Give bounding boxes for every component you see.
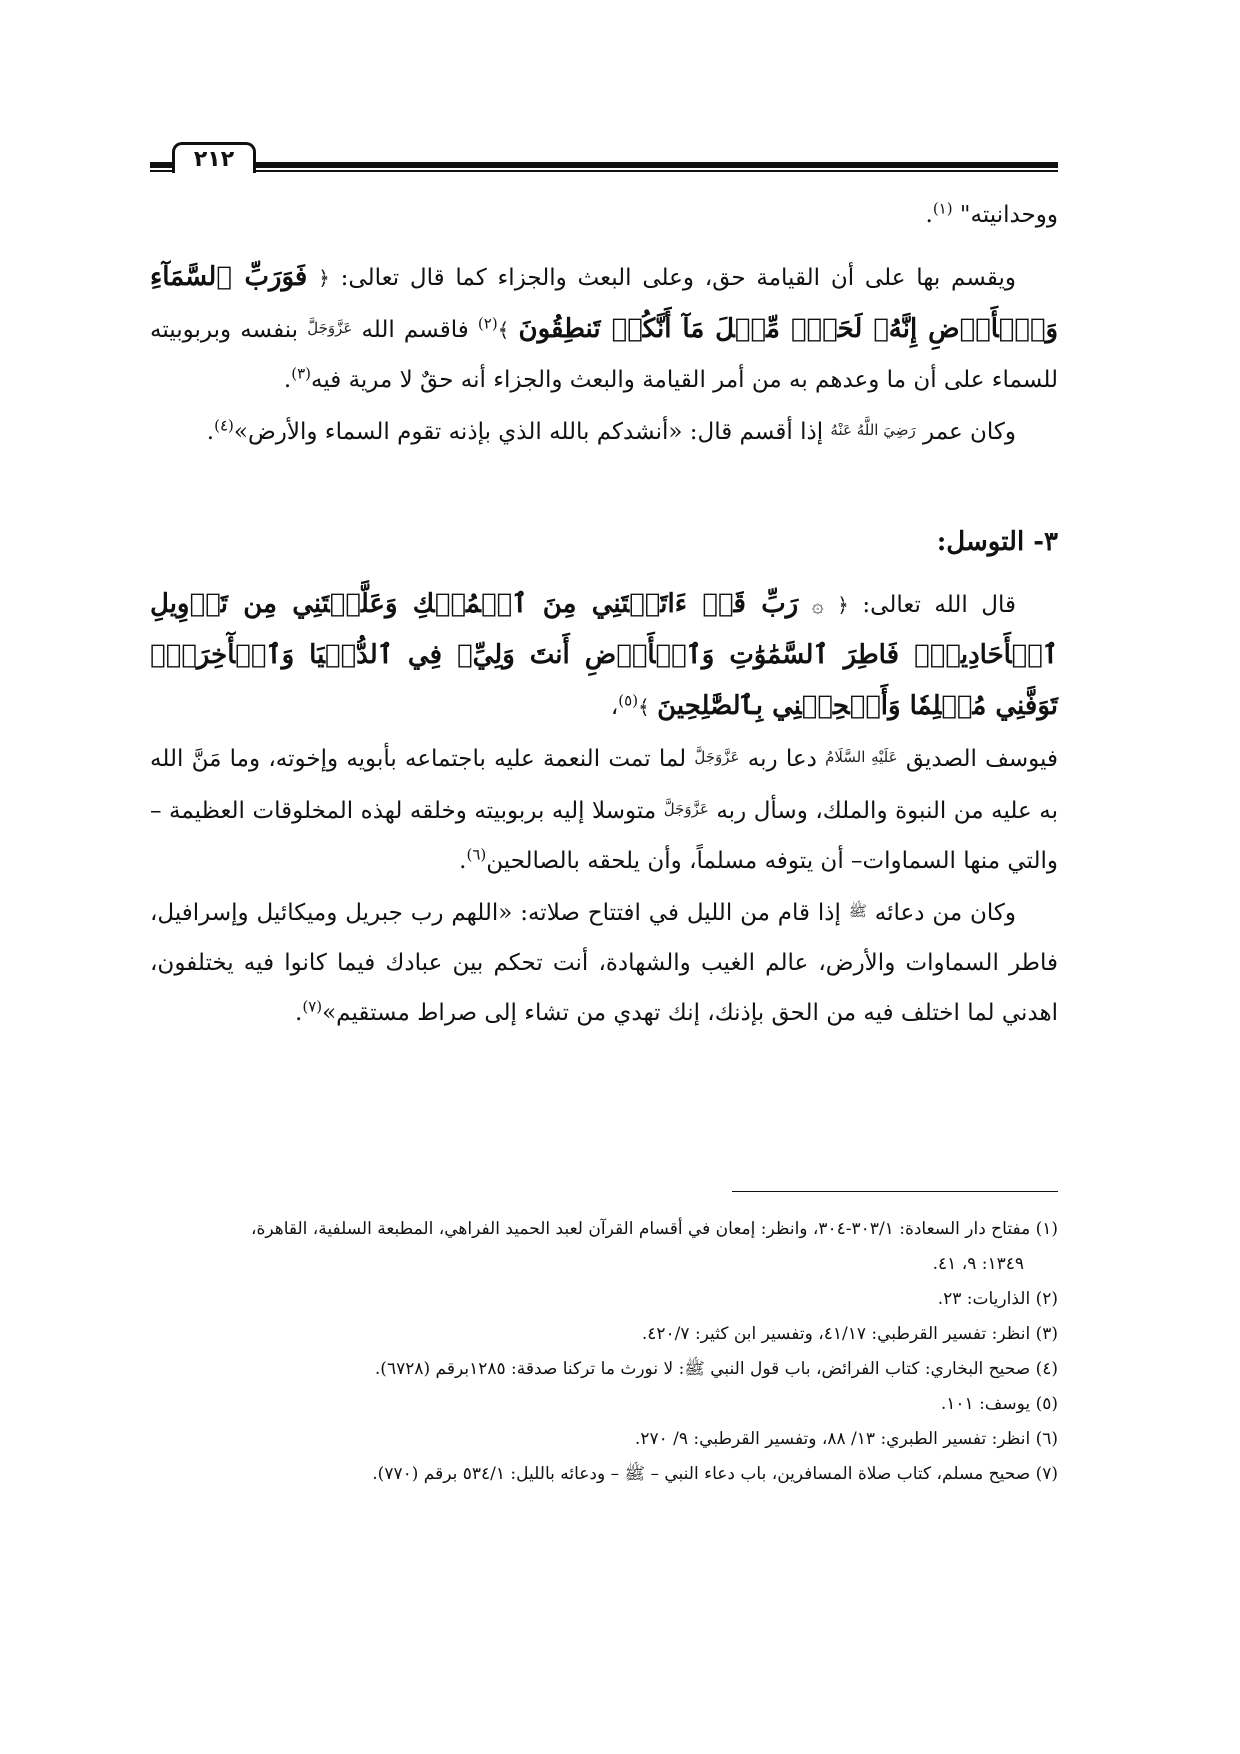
footnote-1-continuation: ١٣٤٩: ٩، ٤١. xyxy=(932,1254,1024,1274)
footnote-7: (٧) صحيح مسلم، كتاب صلاة المسافرين، باب دعاء النبي – ﷺ – ودعائه بالليل: ٥٣٤/١ برقم (٧٧٠). xyxy=(372,1464,1058,1484)
footnote-1: (١) مفتاح دار السعادة: ٣٠٣/١-٣٠٤، وانظر: إمعان في أقسام القرآن لعبد الحميد الفراهي، المطبعة السلفية، القاهرة، xyxy=(250,1219,1058,1239)
footnote-4: (٤) صحيح البخاري: كتاب الفرائض، باب قول النبي ﷺ: لا نورث ما تركنا صدقة: ١٢٨٥برقم (٦٧٢٨). xyxy=(374,1359,1058,1379)
paragraph-6: وكان من دعائه ﷺ إذا قام من الليل في افتتاح صلاته: «اللهم رب جبريل وميكائيل وإسرافيل، فاطر السماوات والأرض، عالم الغيب والشهادة، أنت تحكم بين عبادك فيما كانوا فيه يختلفون، اهدني لما اختلف فيه من الحق بإذنك، إنك تهدي من تشاء إلى صراط مستقيم»$^{(٧)}$. xyxy=(150,900,1058,1026)
footnote-5: (٥) يوسف: ١٠١. xyxy=(940,1394,1058,1414)
quran-verse: فَوَرَبِّ ٱلسَّمَآءِ وَٱلۡأَرۡضِ إِنَّهُۥ لَحَقّٞ مِّثۡلَ مَآ أَنَّكُمۡ تَنطِقُونَ xyxy=(150,262,1059,344)
paragraph-4: قال الله تعالى: ﴿ ۞ رَبِّ قَدۡ ءَاتَيۡتَنِي مِنَ ٱلۡمُلۡكِ وَعَلَّمۡتَنِي مِن تَأۡوِيلِ ٱلۡأَحَادِيثِۚ فَاطِرَ ٱلسَّمَٰوَٰتِ وَٱلۡأَرۡضِ أَنتَ وَلِيِّۦ فِي ٱلدُّنۡيَا وَٱلۡأٓخِرَةِۖ تَوَفَّنِي مُسۡلِمٗا وَأَلۡحِقۡنِي بِٱلصَّٰلِحِينَ ﴾$^{(٥)}$، xyxy=(150,589,1058,721)
footnote-separator xyxy=(732,1191,1058,1192)
quran-bracket-open: ﴿ xyxy=(837,593,849,617)
quran-bracket-close: ﴾ xyxy=(497,318,510,342)
quran-bracket-close: ﴾ xyxy=(638,695,650,719)
header-rule-thin xyxy=(150,170,1058,172)
footnote-ref: (٢) xyxy=(477,314,498,333)
footnote-2: (٢) الذاريات: ٢٣. xyxy=(937,1289,1058,1309)
quran-verse: رَبِّ قَدۡ ءَاتَيۡتَنِي مِنَ ٱلۡمُلۡكِ وَعَلَّمۡتَنِي مِن تَأۡوِيلِ ٱلۡأَحَادِيثِۚ فَاطِرَ ٱلسَّمَٰوَٰتِ وَٱلۡأَرۡضِ أَنتَ وَلِيِّۦ فِي ٱلدُّنۡيَا وَٱلۡأٓخِرَةِۖ تَوَفَّنِي مُسۡلِمٗا وَأَلۡحِقۡنِي بِٱلصَّٰلِحِينَ xyxy=(150,589,1058,721)
honorific: عَزَّوَجَلَّ xyxy=(307,319,353,337)
paragraph-5: فيوسف الصديق عَلَيْهِ السَّلَامُ دعا ربه عَزَّوَجَلَّ لما تمت النعمة عليه باجتماعه بأبويه وإخوته، وما مَنَّ الله به عليه من النبوة والملك، وسأل ربه عَزَّوَجَلَّ متوسلا إليه بربوبيته وخلقه لهذه المخلوقات العظيمة – والتي منها السماوات– أن يتوفه مسلماً، وأن يلحقه بالصالحين$^{(٦)}$. xyxy=(150,746,1059,874)
paragraph-1: ووحدانيته" $^{(١)}$. xyxy=(925,199,1058,228)
page-number: ٢١٢ xyxy=(172,142,256,173)
footnote-ref: (٧) xyxy=(302,997,323,1016)
honorific: عَزَّوَجَلَّ xyxy=(694,748,740,766)
paragraph-2: ويقسم بها على أن القيامة حق، وعلى البعث والجزاء كما قال تعالى: ﴿ فَوَرَبِّ ٱلسَّمَآءِ وَٱلۡأَرۡضِ إِنَّهُۥ لَحَقّٞ مِّثۡلَ مَآ أَنَّكُمۡ تَنطِقُونَ ﴾$^{(٢)}$ فاقسم الله عَزَّوَجَلَّ بنفسه وبربوبيته للسماء على أن ما وعدهم به من أمر القيامة والبعث والجزاء أنه حقٌ لا مرية فيه$^{(٣)}$. xyxy=(150,262,1059,393)
quran-bracket-open: ﴿ xyxy=(318,266,330,290)
honorific: عَزَّوَجَلَّ xyxy=(663,800,709,818)
footnote-ref: (٤) xyxy=(214,416,234,435)
footnote-ref: (٣) xyxy=(291,364,311,383)
footnotes xyxy=(150,1212,1058,1492)
footnote-3: (٣) انظر: تفسير القرطبي: ٤١/١٧، وتفسير ابن كثير: ٤٢٠/٧. xyxy=(641,1324,1058,1344)
footnote-ref: (١) xyxy=(932,199,953,218)
footnote-6: (٦) انظر: تفسير الطبري: ١٣/ ٨٨، وتفسير القرطبي: ٩/ ٢٧٠. xyxy=(634,1429,1058,1449)
honorific: رَضِيَ اللَّهُ عَنْهُ xyxy=(830,421,916,439)
main-text xyxy=(150,190,1058,1038)
honorific: عَلَيْهِ السَّلَامُ xyxy=(825,748,898,766)
header-rule xyxy=(150,162,1058,168)
honorific: ﷺ xyxy=(848,902,867,920)
section-heading: ٣- التوسل: xyxy=(936,527,1058,557)
footnote-ref: (٥) xyxy=(618,691,639,710)
paragraph-3: وكان عمر رَضِيَ اللَّهُ عَنْهُ إذا أقسم قال: «أنشدكم بالله الذي بإذنه تقوم السماء والأرض»$^{(٤)}$. xyxy=(206,416,1016,445)
hizb-star-icon: ۞ xyxy=(811,593,824,617)
footnote-ref: (٦) xyxy=(466,845,487,864)
